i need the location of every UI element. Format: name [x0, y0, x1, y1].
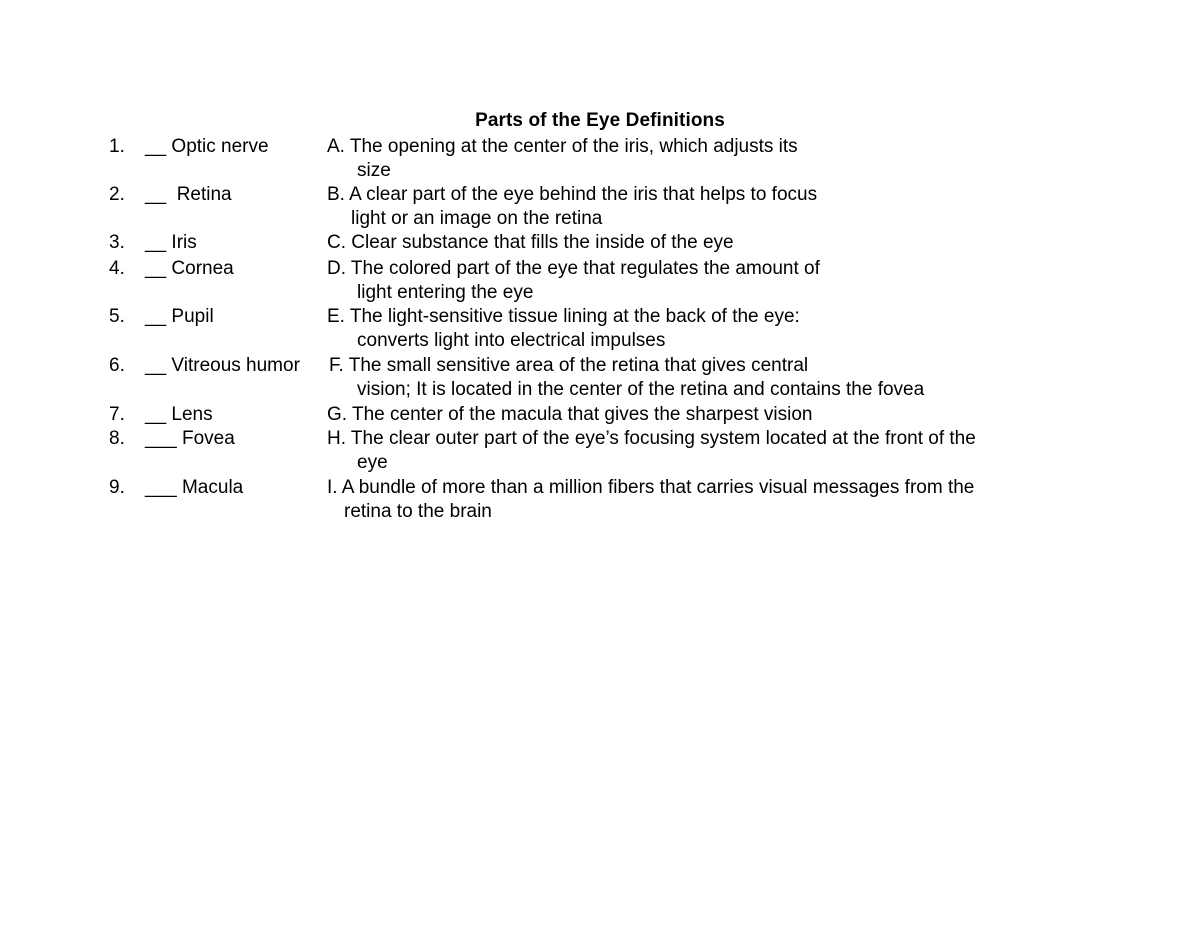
item-term: __ Iris: [145, 232, 197, 253]
item-number: 2.: [109, 184, 125, 205]
item-term: __ Optic nerve: [145, 136, 269, 157]
definition-line: D. The colored part of the eye that regulates the amount of: [327, 258, 820, 279]
definition-continuation: size: [357, 160, 391, 181]
item-number: 5.: [109, 306, 125, 327]
definition-line: H. The clear outer part of the eye’s focusing system located at the front of the: [327, 428, 976, 449]
definition-line: G. The center of the macula that gives the sharpest vision: [327, 404, 813, 425]
definition-line: C. Clear substance that fills the inside of the eye: [327, 232, 734, 253]
item-term: __ Cornea: [145, 258, 234, 279]
definition-continuation: retina to the brain: [344, 501, 492, 522]
definition-continuation: converts light into electrical impulses: [357, 330, 666, 351]
item-number: 6.: [109, 355, 125, 376]
item-term: __ Lens: [145, 404, 213, 425]
item-term: __ Retina: [145, 184, 232, 205]
definition-line: B. A clear part of the eye behind the iris that helps to focus: [327, 184, 818, 205]
item-number: 4.: [109, 258, 125, 279]
item-number: 9.: [109, 477, 125, 498]
definition-continuation: light entering the eye: [357, 282, 534, 303]
item-number: 7.: [109, 404, 125, 425]
item-term: __ Pupil: [145, 306, 214, 327]
item-number: 1.: [109, 136, 125, 157]
page-title: Parts of the Eye Definitions: [475, 110, 725, 131]
item-term: __ Vitreous humor: [145, 355, 300, 376]
item-term: ___ Fovea: [145, 428, 235, 449]
definition-continuation: eye: [357, 452, 388, 473]
item-term: ___ Macula: [145, 477, 244, 498]
definition-continuation: light or an image on the retina: [351, 208, 603, 229]
definition-continuation: vision; It is located in the center of the retina and contains the fovea: [357, 379, 925, 400]
definition-line: I. A bundle of more than a million fibers that carries visual messages from the: [327, 477, 975, 498]
definition-line: E. The light-sensitive tissue lining at the back of the eye:: [327, 306, 800, 327]
definition-line: A. The opening at the center of the iris, which adjusts its: [327, 136, 798, 157]
item-number: 3.: [109, 232, 125, 253]
item-number: 8.: [109, 428, 125, 449]
definition-line: F. The small sensitive area of the retina that gives central: [329, 355, 809, 376]
